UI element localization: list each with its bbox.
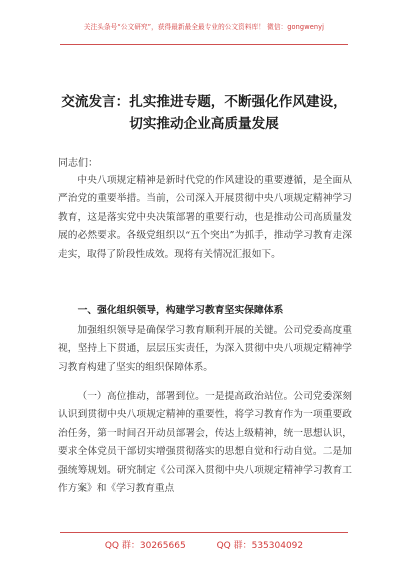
greeting: 同志们： xyxy=(58,158,98,169)
paragraph-organization: 加强组织领导是确保学习教育顺利开展的关键。公司党委高度重视，坚持上下贯通，层层压实责任，为深入贯彻中央八项规定精神学习教育构建了坚实的组织保障体系。 xyxy=(58,325,352,373)
document-title-line-2: 切实推动企业高质量发展 xyxy=(129,116,279,132)
section-heading-1: 一、强化组织领导，构建学习教育坚实保障体系 xyxy=(77,305,284,316)
header-banner: 关注头条号“公文研究”，获得最新最全最专业的公文资料库！ 微信：gongwenyj xyxy=(83,23,325,31)
document-title-line-1: 交流发言：扎实推进专题，不断强化作风建设， xyxy=(61,94,347,110)
footer-qq-group-1: QQ 群：30265665 xyxy=(104,541,186,551)
paragraph-intro: 中央八项规定精神是新时代党的作风建设的重要遵循，是全面从严治党的重要举措。当前，公司深入开展贯彻中央八项规定精神学习教育，这是落实党中央决策部署的重要行动，也是推动公司高质量发展的必然要求。各级党组织以“五个突出”为抓手，推动学习教育走深走实，取得了阶段性成效。现将有关情况汇报如下。 xyxy=(58,175,352,260)
footer-qq-group-2: QQ 群：535304092 xyxy=(216,541,304,551)
footer-divider xyxy=(60,532,348,533)
footer xyxy=(0,538,408,551)
paragraph-high-level-push: （一）高位推动，部署到位。一是提高政治站位。公司党委深刻认识到贯彻中央八项规定精神的重要性，将学习教育作为一项重要政治任务，第一时间召开动员部署会，传达上级精神，统一思想认识，要求全体党员干部切实增强贯彻落实的思想自觉和行动自觉。二是加强统筹规划。研究制定《公司深入贯彻中央八项规定精神学习教育工作方案》和《学习教育重点 xyxy=(58,391,352,495)
header-divider xyxy=(60,44,348,45)
